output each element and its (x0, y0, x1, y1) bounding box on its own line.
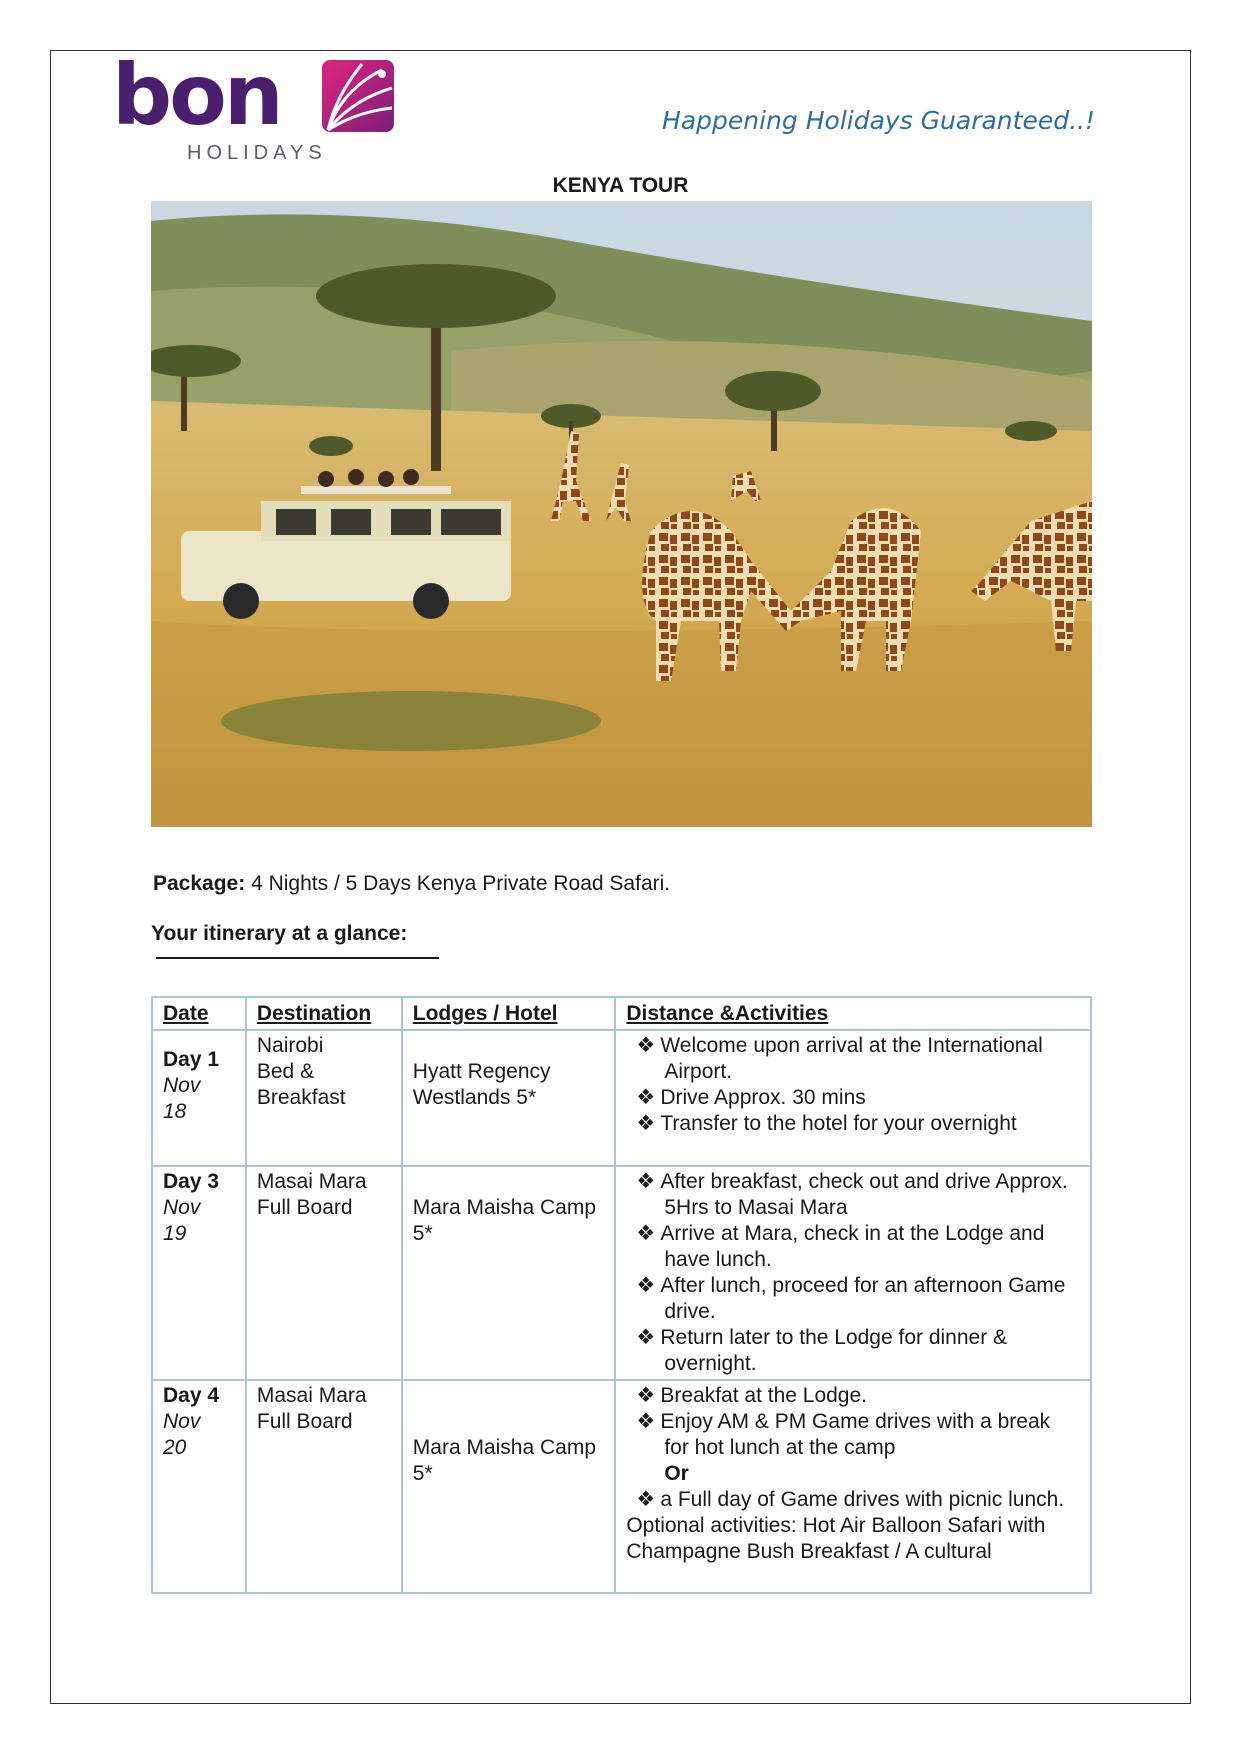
date-label: 18 (163, 1100, 187, 1123)
hotel-cell (402, 1030, 616, 1166)
activity-item: ❖ Breakfat at the Lodge. (636, 1384, 867, 1407)
activity-item: ❖ Arrive at Mara, check in at the Lodge and have lunch. (636, 1222, 1045, 1271)
activity-item: ❖ Drive Approx. 30 mins (636, 1086, 866, 1109)
date-label: 19 (163, 1222, 187, 1245)
activity-item: ❖ Transfer to the hotel for your overnight (636, 1112, 1017, 1135)
or-label: Or (664, 1462, 689, 1485)
logo-wordmark: bon (112, 46, 281, 144)
month-label: Nov (163, 1074, 201, 1097)
bullet-icon: ❖ (636, 1112, 656, 1135)
destination-line: Breakfast (256, 1086, 346, 1109)
destination-line: Full Board (256, 1410, 353, 1433)
date-cell (152, 1030, 246, 1166)
safari-scene (151, 201, 1092, 827)
day-label: Day 1 (163, 1048, 220, 1071)
destination-line: Masai Mara (256, 1384, 367, 1407)
date-cell (152, 1380, 246, 1593)
header-destination: Destination (246, 997, 402, 1030)
bullet-icon: ❖ (636, 1170, 656, 1193)
activity-item: ❖ Enjoy AM & PM Game drives with a break for hot lunch at the camp (636, 1410, 1051, 1459)
heading-underline (156, 957, 439, 959)
table-row (152, 1030, 1091, 1166)
bullet-icon: ❖ (636, 1274, 656, 1297)
activity-item: ❖ After lunch, proceed for an afternoon Game drive. (636, 1274, 1066, 1323)
document-title: KENYA TOUR (552, 174, 689, 197)
destination-line: Full Board (256, 1196, 353, 1219)
logo-subtitle: HOLIDAYS (187, 142, 327, 164)
activity-item: ❖ After breakfast, check out and drive Approx. 5Hrs to Masai Mara (636, 1170, 1068, 1219)
activities-cell (615, 1380, 1091, 1593)
date-cell (152, 1166, 246, 1380)
header-hotel: Lodges / Hotel (402, 997, 616, 1030)
activity-item: ❖ Welcome upon arrival at the International Airport. (636, 1034, 1043, 1083)
day-label: Day 4 (163, 1384, 220, 1407)
package-text: 4 Nights / 5 Days Kenya Private Road Safari. (251, 872, 671, 895)
bullet-icon: ❖ (636, 1326, 656, 1349)
activities-cell (615, 1166, 1091, 1380)
hotel-name: Mara Maisha Camp 5* (412, 1436, 597, 1485)
tagline: Happening Holidays Guaranteed..! (662, 106, 1095, 135)
optional-activities: Optional activities: Hot Air Balloon Safari with Champagne Bush Breakfast / A cultural (626, 1514, 1046, 1563)
day-label: Day 3 (163, 1170, 220, 1193)
destination-cell (246, 1030, 402, 1166)
table-header-row (152, 997, 1091, 1030)
header-activities: Distance &Activities (615, 997, 1091, 1030)
bullet-icon: ❖ (636, 1384, 656, 1407)
destination-line: Bed & (256, 1060, 315, 1083)
activity-item: ❖ a Full day of Game drives with picnic lunch. (636, 1488, 1065, 1511)
itinerary-table (151, 996, 1092, 1594)
destination-cell (246, 1166, 402, 1380)
header-date: Date (152, 997, 246, 1030)
hotel-name: Hyatt Regency Westlands 5* (412, 1060, 551, 1109)
hotel-name: Mara Maisha Camp 5* (412, 1196, 597, 1245)
bullet-icon: ❖ (636, 1222, 656, 1245)
activity-item: ❖ Return later to the Lodge for dinner & overnight. (636, 1326, 1008, 1375)
month-label: Nov (163, 1196, 201, 1219)
bullet-icon: ❖ (636, 1034, 656, 1057)
destination-cell (246, 1380, 402, 1593)
palm-leaf-icon (322, 60, 394, 132)
safari-giraffes-photo (151, 201, 1092, 827)
package-label: Package: (153, 872, 246, 895)
bullet-icon: ❖ (636, 1488, 656, 1511)
bullet-icon: ❖ (636, 1086, 656, 1109)
table-row (152, 1166, 1091, 1380)
bullet-icon: ❖ (636, 1410, 656, 1433)
destination-line: Masai Mara (256, 1170, 367, 1193)
hotel-cell (402, 1166, 616, 1380)
date-label: 20 (163, 1436, 187, 1459)
month-label: Nov (163, 1410, 201, 1433)
hotel-cell (402, 1380, 616, 1593)
itinerary-heading: Your itinerary at a glance: (151, 922, 408, 945)
package-line (153, 872, 670, 896)
bon-holidays-logo (112, 46, 412, 170)
table-row (152, 1380, 1091, 1593)
activities-cell (615, 1030, 1091, 1166)
destination-line: Nairobi (256, 1034, 324, 1057)
